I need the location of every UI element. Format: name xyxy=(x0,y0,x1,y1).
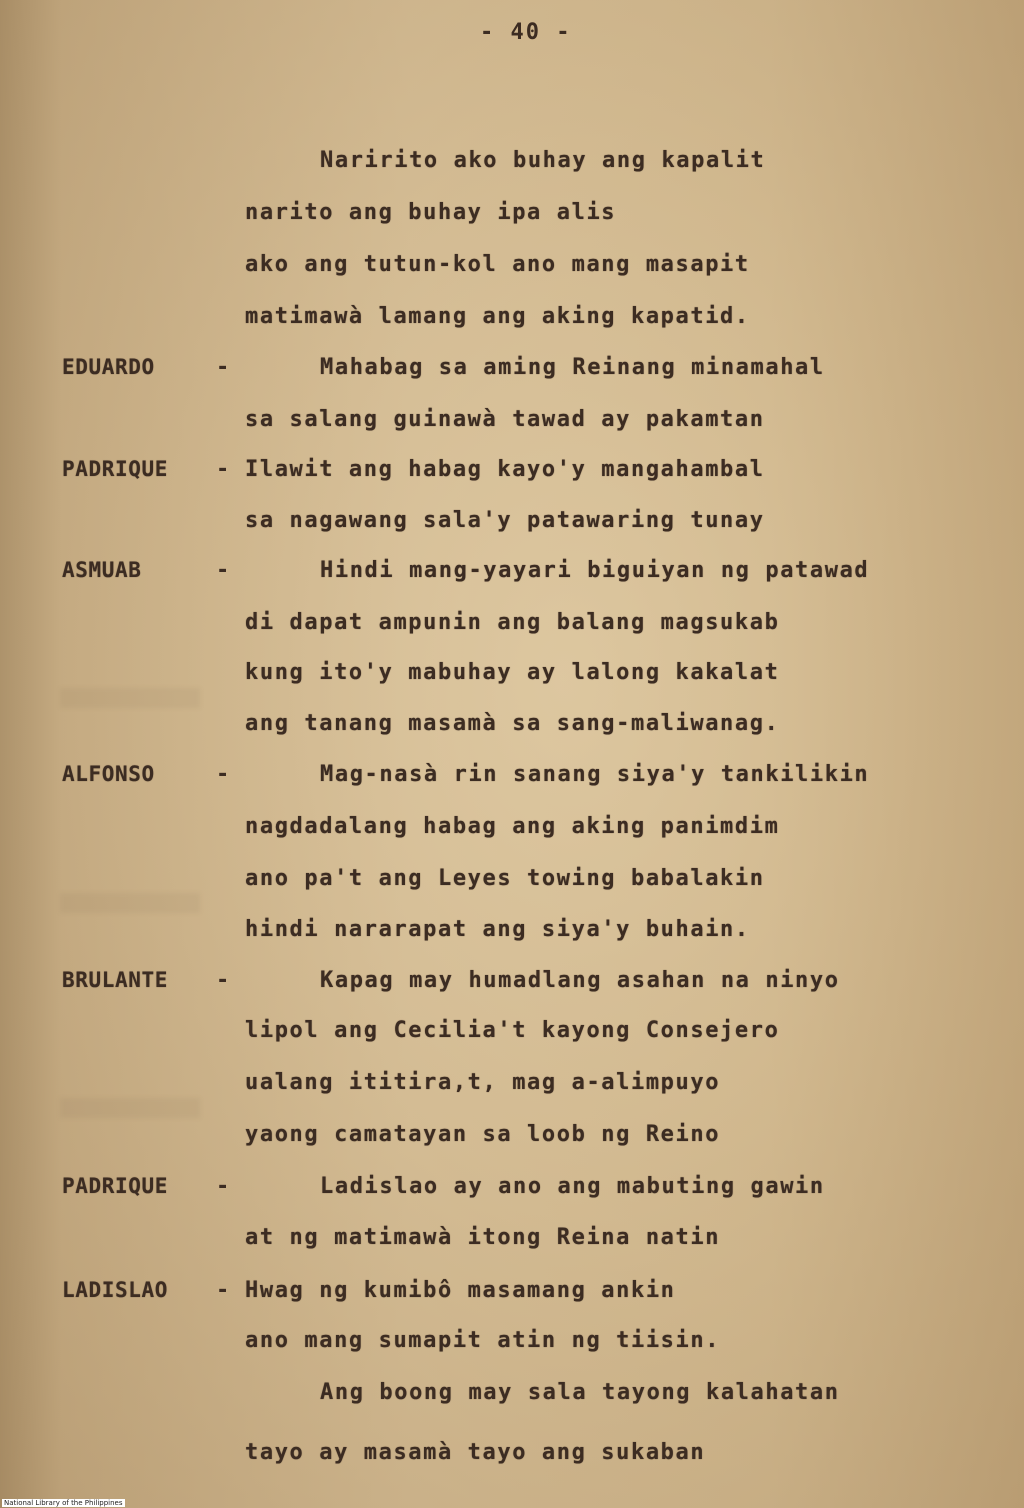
speaker-dash: - xyxy=(216,968,230,993)
speaker-dash: - xyxy=(216,558,230,583)
dialogue-line: Hindi mang-yayari biguiyan ng patawad xyxy=(320,558,870,583)
speaker-name: ASMUAB xyxy=(62,558,142,582)
dialogue-line: at ng matimawà itong Reina natin xyxy=(245,1225,721,1250)
speaker-dash: - xyxy=(216,355,230,380)
speaker-dash: - xyxy=(216,1174,230,1199)
dialogue-line: sa salang guinawà tawad ay pakamtan xyxy=(245,407,765,432)
dialogue-line: Mahabag sa aming Reinang minamahal xyxy=(320,355,825,380)
speaker-name: EDUARDO xyxy=(62,355,155,379)
faint-bleed-through xyxy=(60,893,200,913)
dialogue-line: lipol ang Cecilia't kayong Consejero xyxy=(245,1018,780,1043)
verse-line: Naririto ako buhay ang kapalit xyxy=(320,148,766,173)
footer-credit: National Library of the Philippines xyxy=(4,1499,123,1507)
dialogue-line: kung ito'y mabuhay ay lalong kakalat xyxy=(245,660,780,685)
speaker-dash: - xyxy=(216,1278,230,1303)
dialogue-line: sa nagawang sala'y patawaring tunay xyxy=(245,508,765,533)
faint-bleed-through xyxy=(60,688,200,708)
verse-line: narito ang buhay ipa alis xyxy=(245,200,617,225)
verse-line: matimawà lamang ang aking kapatid. xyxy=(245,304,750,329)
verse-line: ako ang tutun-kol ano mang masapit xyxy=(245,252,750,277)
dialogue-line: ano mang sumapit atin ng tiisin. xyxy=(245,1328,721,1353)
dialogue-line: ano pa't ang Leyes towing babalakin xyxy=(245,866,765,891)
dialogue-line: Mag-nasà rin sanang siya'y tankilikin xyxy=(320,762,870,787)
speaker-name: ALFONSO xyxy=(62,762,155,786)
dialogue-line: nagdadalang habag ang aking panimdim xyxy=(245,814,780,839)
dialogue-line: Hwag ng kumibô masamang ankin xyxy=(245,1278,676,1303)
dialogue-line: di dapat ampunin ang balang magsukab xyxy=(245,610,780,635)
dialogue-line: yaong camatayan sa loob ng Reino xyxy=(245,1122,721,1147)
speaker-dash: - xyxy=(216,457,230,482)
page-number: - 40 - xyxy=(480,20,572,45)
dialogue-line: hindi nararapat ang siya'y buhain. xyxy=(245,917,750,942)
speaker-name: PADRIQUE xyxy=(62,1174,168,1198)
speaker-name: LADISLAO xyxy=(62,1278,168,1302)
dialogue-line: Ilawit ang habag kayo'y mangahambal xyxy=(245,457,765,482)
speaker-name: PADRIQUE xyxy=(62,457,168,481)
dialogue-line: ang tanang masamà sa sang-maliwanag. xyxy=(245,711,780,736)
dialogue-line: Ang boong may sala tayong kalahatan xyxy=(320,1380,840,1405)
dialogue-line: ualang ititira,t, mag a-alimpuyo xyxy=(245,1070,721,1095)
dialogue-line: tayo ay masamà tayo ang sukaban xyxy=(245,1440,706,1465)
faint-bleed-through xyxy=(60,1098,200,1118)
dialogue-line: Ladislao ay ano ang mabuting gawin xyxy=(320,1174,825,1199)
dialogue-line: Kapag may humadlang asahan na ninyo xyxy=(320,968,840,993)
speaker-dash: - xyxy=(216,762,230,787)
speaker-name: BRULANTE xyxy=(62,968,168,992)
